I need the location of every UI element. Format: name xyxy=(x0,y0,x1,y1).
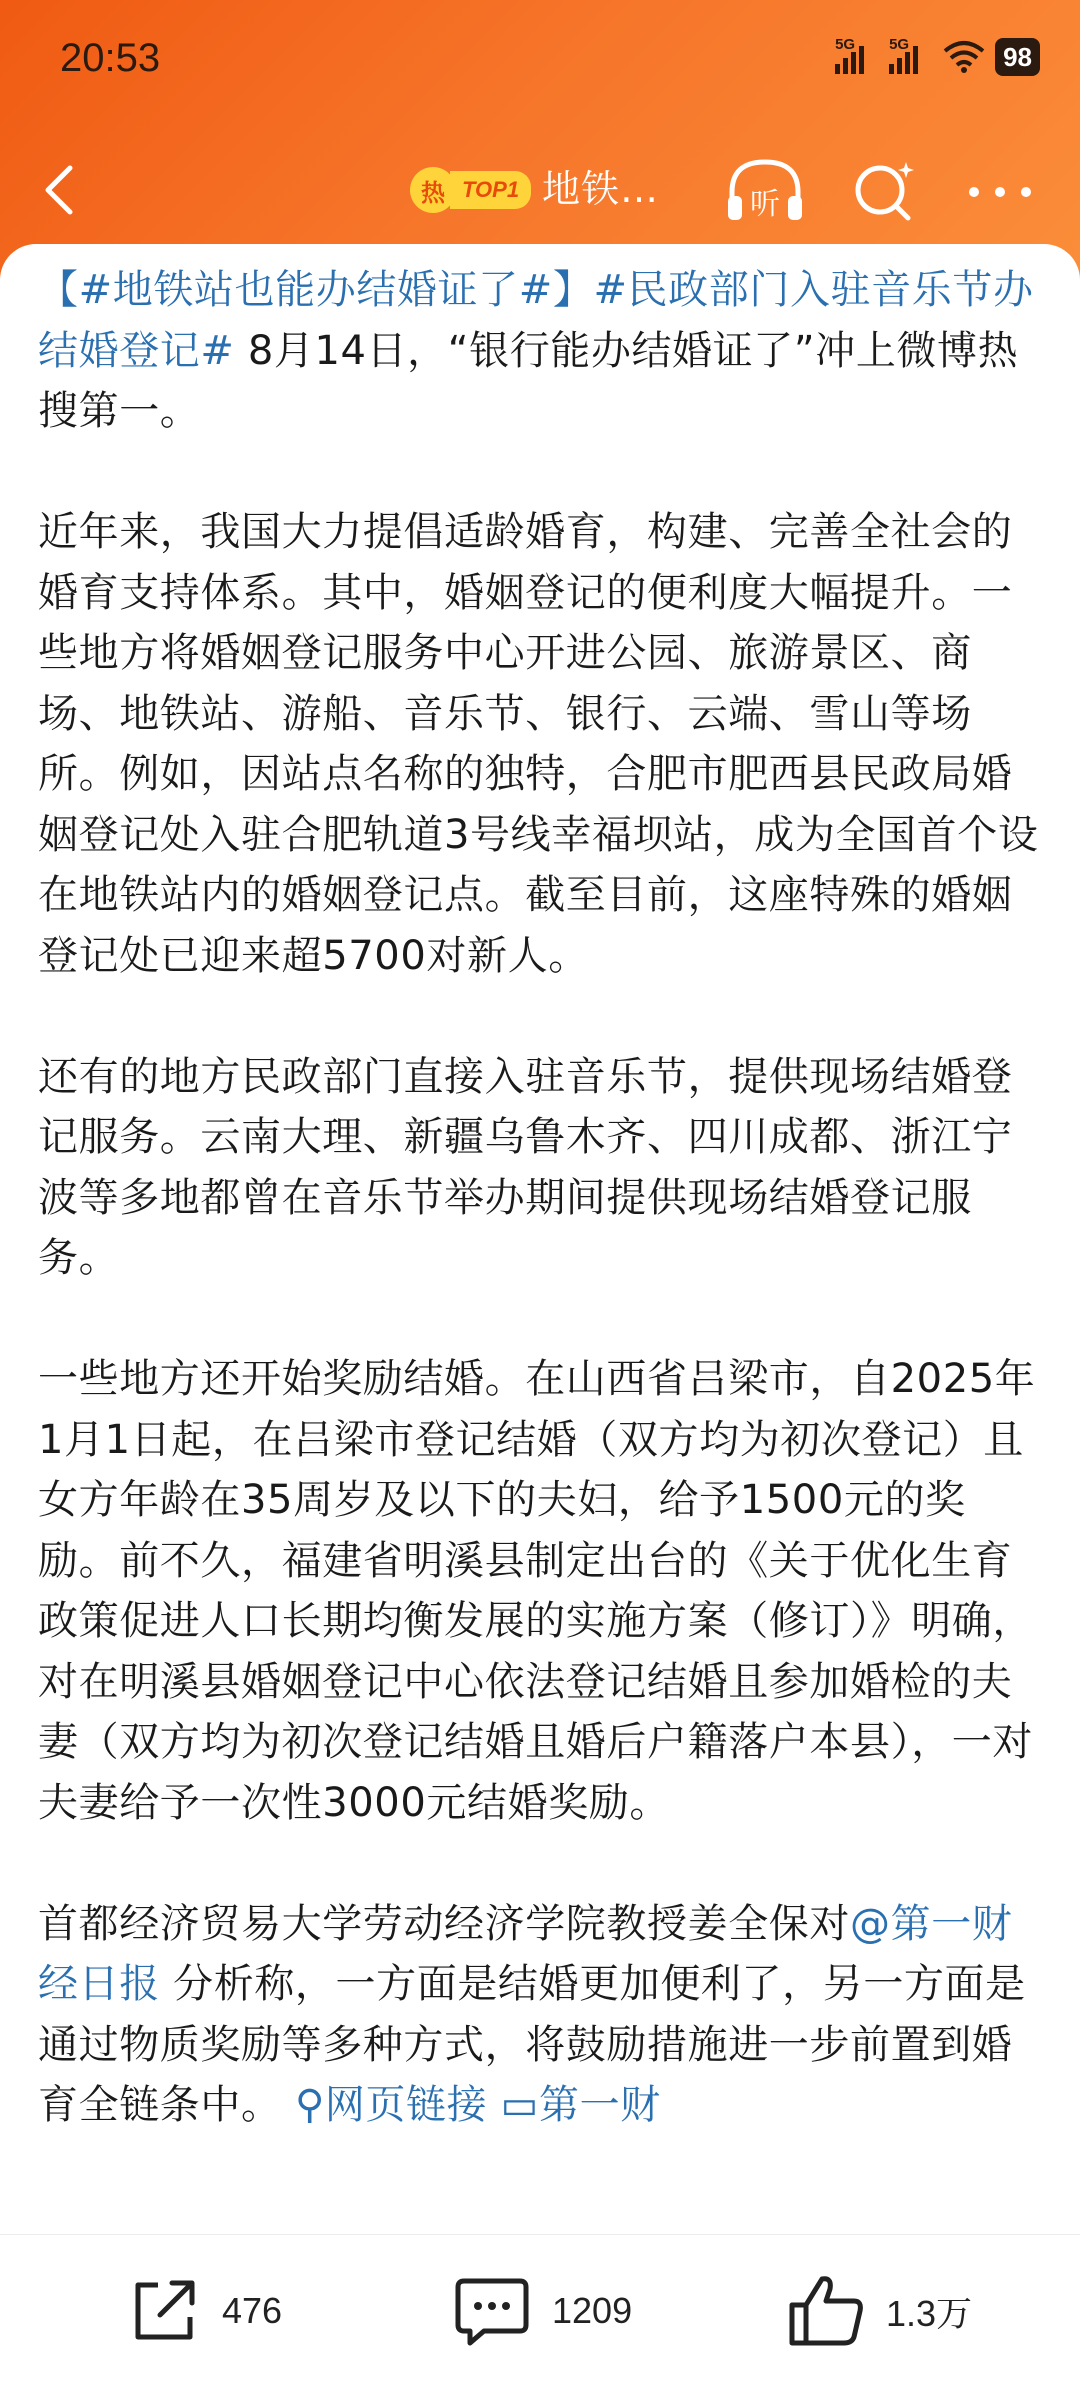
top1-label: TOP1 xyxy=(450,171,531,209)
status-icons xyxy=(835,38,1040,76)
comment-button[interactable] xyxy=(450,2271,632,2351)
thumbs-up-icon xyxy=(784,2271,868,2351)
nav-bar xyxy=(0,140,1080,240)
cellular-signal-icon: 5G xyxy=(835,40,879,74)
like-count: 1.3万 xyxy=(886,2292,973,2334)
more-icon[interactable] xyxy=(960,156,1040,228)
source-link-label: 第一财 xyxy=(538,2082,661,2128)
wifi-icon xyxy=(943,40,985,74)
source-link[interactable] xyxy=(501,2082,661,2128)
content-fade xyxy=(0,2176,1080,2236)
cellular-signal-icon-2: 5G xyxy=(889,40,933,74)
topic-tag-subway-marriage[interactable]: 【#地铁站也能办结婚证了#】 xyxy=(38,267,594,313)
web-link-label: 网页链接 xyxy=(324,2082,488,2128)
headphones-icon xyxy=(720,152,810,232)
back-icon[interactable] xyxy=(30,158,94,222)
like-button[interactable] xyxy=(784,2271,972,2351)
comment-icon xyxy=(450,2271,534,2351)
search-icon[interactable] xyxy=(848,156,920,228)
mention-link[interactable]: @第一财经日报 xyxy=(38,1900,1013,2007)
paragraph-1-text: 8月14日，“银行能办结婚证了”冲上微博热搜第一。 xyxy=(38,327,1019,434)
link-icon: ⚲ xyxy=(294,2082,325,2128)
article-icon: ▭ xyxy=(500,2082,539,2128)
share-button[interactable] xyxy=(124,2271,282,2351)
article-paragraph-5 xyxy=(38,1894,1042,2136)
article-body xyxy=(38,260,1042,2196)
listen-button[interactable] xyxy=(720,152,810,232)
article-paragraph-3: 还有的地方民政部门直接入驻音乐节，提供现场结婚登记服务。云南大理、新疆乌鲁木齐、四川成都、浙江宁波等多地都曾在音乐节举办期间提供现场结婚登记服务。 xyxy=(38,1053,1013,1281)
status-bar xyxy=(0,0,1080,120)
comment-count: 1209 xyxy=(552,2290,633,2331)
topic-tag-music-festival[interactable]: #民政部门入驻音乐节办结婚登记# xyxy=(38,267,1034,374)
bottom-action-bar xyxy=(0,2234,1080,2401)
share-count: 476 xyxy=(222,2290,283,2331)
status-time: 20:53 xyxy=(60,36,161,80)
article-paragraph-2: 近年来，我国大力提倡适龄婚育，构建、完善全社会的婚育支持体系。其中，婚姻登记的便利度大幅提升。一些地方将婚姻登记服务中心开进公园、旅游景区、商场、地铁站、游船、音乐节、银行、云端、雪山等场所。例如，因站点名称的独特，合肥市肥西县民政局婚姻登记处入驻合肥轨道3号线幸福坝站，成为全国首个设在地铁站内的婚姻登记点。截至目前，这座特殊的婚姻登记处已迎来超5700对新人。 xyxy=(38,509,1039,979)
hot-top1-badge xyxy=(410,168,531,212)
battery-indicator: 98 xyxy=(995,38,1040,76)
listen-label: 听 xyxy=(750,187,780,222)
share-icon xyxy=(124,2271,204,2351)
article-card xyxy=(0,244,1080,2234)
web-link[interactable] xyxy=(295,2082,487,2128)
article-paragraph-1 xyxy=(38,260,1042,442)
page-title[interactable]: 地铁… xyxy=(542,167,660,211)
hot-icon: 热 xyxy=(410,167,456,213)
paragraph-5-post: 分析称，一方面是结婚更加便利了，另一方面是通过物质奖励等多种方式，将鼓励措施进一步前置到婚育全链条中。 xyxy=(38,1961,1026,2128)
article-paragraph-4: 一些地方还开始奖励结婚。在山西省吕梁市，自2025年1月1日起，在吕梁市登记结婚（双方均为初次登记）且女方年龄在35周岁及以下的夫妇，给予1500元的奖励。前不久，福建省明溪县制定出台的《关于优化生育政策促进人口长期均衡发展的实施方案（修订）》明确，对在明溪县婚姻登记中心依法登记结婚且参加婚检的夫妻（双方均为初次登记结婚且婚后户籍落户本县），一对夫妻给予一次性3000元结婚奖励。 xyxy=(38,1356,1036,1826)
paragraph-5-pre: 首都经济贸易大学劳动经济学院教授姜全保对 xyxy=(38,1900,850,1947)
